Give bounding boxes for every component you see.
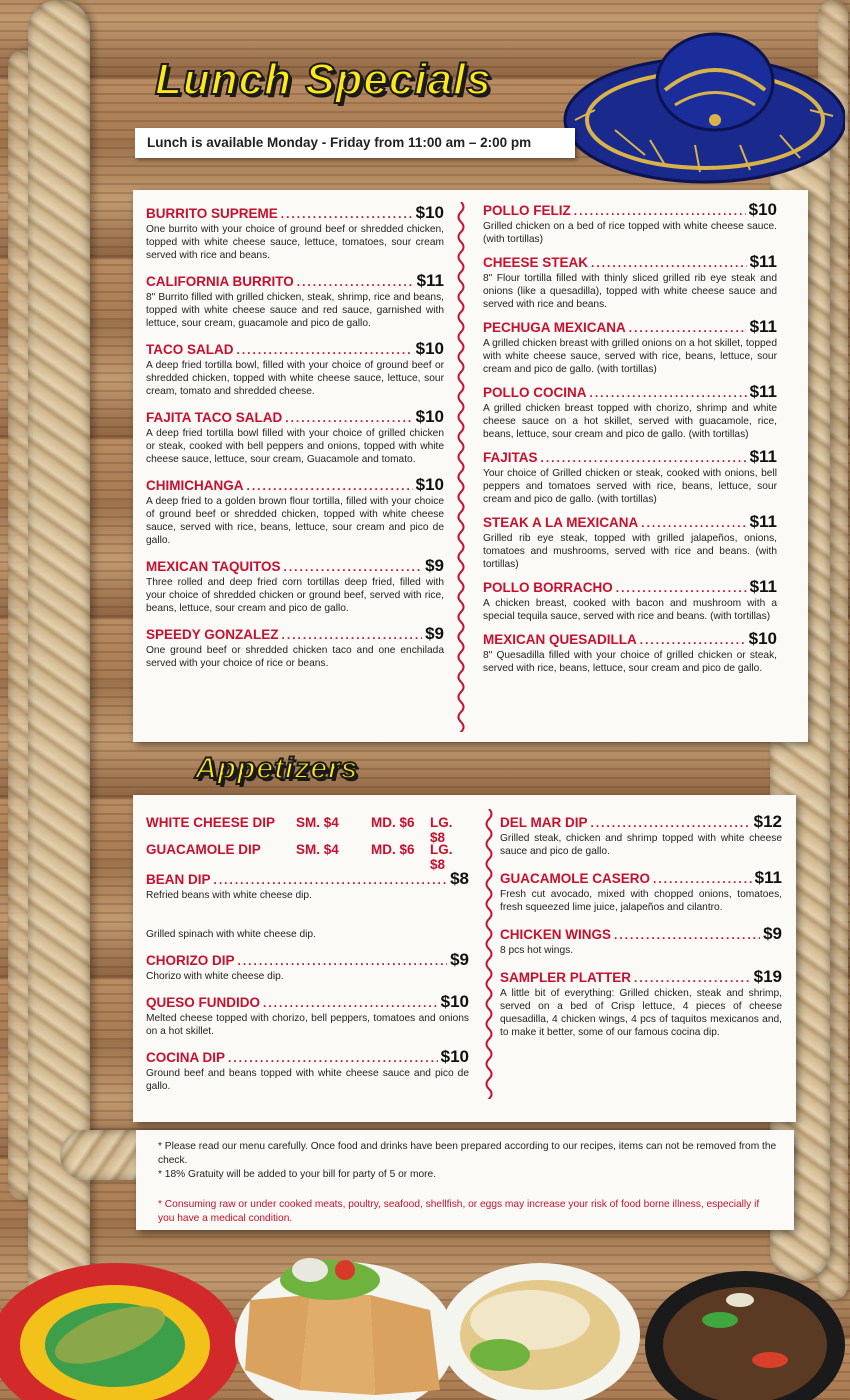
menu-item-header	[483, 200, 777, 220]
menu-item-name: CALIFORNIA BURRITO	[146, 274, 294, 289]
menu-item-name: WHITE CHEESE DIP	[146, 815, 276, 830]
dot-leader	[614, 928, 760, 942]
menu-item	[483, 447, 777, 506]
menu-item-header	[146, 992, 469, 1012]
menu-item-name: QUESO FUNDIDO	[146, 995, 261, 1010]
menu-item-price: $11	[749, 382, 777, 401]
menu-item-price: $8	[450, 869, 469, 888]
menu-item-description: Chorizo with white cheese dip.	[146, 971, 284, 982]
dot-leader	[238, 954, 448, 968]
menu-item	[483, 382, 777, 441]
menu-item-header	[146, 339, 444, 359]
menu-item-price: $11	[749, 577, 777, 596]
menu-item-price: $19	[753, 967, 782, 986]
menu-item	[146, 271, 444, 330]
sized-dip-row	[146, 842, 469, 872]
dot-leader	[247, 479, 413, 493]
column-divider	[455, 202, 467, 732]
menu-item-description: A deep fried tortilla bowl filled with your choice of grilled chicken or steak, cooked with bell peppers and onions, topped with white cheese sauce, lettuce, sour cream, Guacamole and tomato.	[146, 428, 444, 465]
lunch-availability: Lunch is available Monday - Friday from 11:00 am – 2:00 pm	[135, 128, 575, 158]
column-divider	[483, 809, 495, 1099]
dot-leader	[237, 343, 413, 357]
size-price-md: MD. $6	[371, 815, 415, 830]
food-photo	[0, 1240, 850, 1400]
menu-item-name: STEAK A LA MEXICANA	[483, 515, 639, 530]
appetizers-right-column	[500, 812, 782, 1049]
menu-item-name: DEL MAR DIP	[500, 815, 588, 830]
dot-leader	[297, 275, 414, 289]
menu-item-description: A chicken breast, cooked with bacon and mushroom with a special tequila sauce, served with rice and beans. (with tortillas)	[483, 598, 777, 622]
menu-item-header	[500, 868, 782, 888]
size-price-lg: LG. $8	[430, 842, 453, 872]
menu-item-name: CHICKEN WINGS	[500, 927, 611, 942]
menu-item-name: SPEEDY GONZALEZ	[146, 627, 279, 642]
menu-item	[146, 407, 444, 466]
menu-item-header	[483, 447, 777, 467]
lunch-specials-panel	[133, 190, 808, 742]
menu-item-description: A grilled chicken breast topped with chorizo, shrimp and white cheese sauce on a hot skillet, served with guacamole, rice, beans, lettuce, sour cream and pico de gallo. (with tortillas)	[483, 403, 777, 440]
dot-leader	[214, 873, 448, 887]
size-price-sm: SM. $4	[296, 815, 339, 830]
menu-item-price: $11	[754, 868, 782, 887]
menu-item-name: CHEESE STEAK	[483, 255, 589, 270]
menu-item-header	[500, 812, 782, 832]
menu-item	[146, 1047, 469, 1093]
lunch-specials-title: Lunch Specials	[155, 55, 492, 104]
menu-item-description: Refried beans with white cheese dip.	[146, 890, 312, 901]
dot-leader	[616, 581, 747, 595]
menu-item	[146, 339, 444, 398]
menu-item	[500, 967, 782, 1039]
menu-item-header	[146, 203, 444, 223]
menu-item-price: $11	[749, 317, 777, 336]
menu-item	[483, 252, 777, 311]
menu-item-description: One burrito with your choice of ground beef or shredded chicken, topped with white cheese sauce, lettuce, tomatoes, sour cream served with rice and beans.	[146, 224, 444, 261]
sized-dips	[146, 815, 469, 872]
dot-leader	[284, 560, 423, 574]
menu-item-price: $10	[748, 629, 777, 648]
sized-dip-row	[146, 815, 469, 845]
menu-item-header	[483, 577, 777, 597]
menu-item-header	[483, 512, 777, 532]
appetizers-panel	[133, 795, 796, 1122]
menu-item-name: SAMPLER PLATTER	[500, 970, 631, 985]
menu-item-header	[483, 252, 777, 272]
menu-item-price: $10	[415, 475, 444, 494]
menu-item-header	[500, 924, 782, 944]
menu-item	[500, 812, 782, 858]
menu-item-header	[146, 475, 444, 495]
menu-item-price: $10	[415, 339, 444, 358]
menu-item	[146, 869, 469, 902]
menu-item-header	[146, 1047, 469, 1067]
menu-item-description: Grilled spinach with white cheese dip.	[146, 929, 316, 940]
menu-item-name: MEXICAN QUESADILLA	[483, 632, 637, 647]
menu-item	[500, 868, 782, 914]
menu-item-name: TACO SALAD	[146, 342, 234, 357]
menu-item-header	[483, 317, 777, 337]
menu-item-header	[483, 629, 777, 649]
menu-item-header	[500, 967, 782, 987]
dot-leader	[591, 256, 747, 270]
dot-leader	[590, 386, 747, 400]
menu-item-description: Fresh cut avocado, mixed with chopped onions, tomatoes, fresh squeezed lime juice, jalapeños and cilantro.	[500, 889, 782, 913]
menu-item-price: $10	[440, 1047, 469, 1066]
menu-item	[483, 512, 777, 571]
menu-item-header	[146, 624, 444, 644]
menu-item-name: BEAN DIP	[146, 872, 211, 887]
menu-item	[146, 203, 444, 262]
menu-item	[483, 629, 777, 675]
menu-item-description: One ground beef or shredded chicken taco and one enchilada served with your choice of rice or beans.	[146, 645, 444, 669]
dot-leader	[653, 872, 752, 886]
menu-item-name: BURRITO SUPREME	[146, 206, 278, 221]
menu-item-price: $9	[763, 924, 782, 943]
menu-item	[146, 624, 444, 670]
dot-leader	[629, 321, 747, 335]
menu-item-description: Three rolled and deep fried corn tortillas deep fried, filled with your choice of shredded chicken or ground beef, served with rice, beans, lettuce, sour cream and pico de gallo.	[146, 577, 444, 614]
menu-item-description: 8" Flour tortilla filled with thinly sliced grilled rib eye steak and onions (like a quesadilla), topped with white cheese sauce and served with rice and beans.	[483, 273, 777, 310]
size-price-md: MD. $6	[371, 842, 415, 857]
menu-item-name: MEXICAN TAQUITOS	[146, 559, 281, 574]
dot-leader	[634, 971, 751, 985]
menu-item-description: A deep fried to a golden brown flour tortilla, filled with your choice of ground beef or shredded chicken, topped with white cheese sauce, served with rice, beans, lettuce, sour cream and pico de gallo.	[146, 496, 444, 546]
rope-decoration	[28, 0, 90, 1400]
menu-item-price: $11	[749, 252, 777, 271]
dot-leader	[640, 633, 746, 647]
menu-item-header	[146, 950, 469, 970]
menu-item	[483, 317, 777, 376]
menu-item-header	[146, 911, 469, 928]
size-price-sm: SM. $4	[296, 842, 339, 857]
menu-item	[146, 950, 469, 983]
menu-item-description: 8" Burrito filled with grilled chicken, steak, shrimp, rice and beans, topped with white cheese sauce and red sauce, garnished with lettuce, sour cream, guacamole and pico de gallo.	[146, 292, 444, 329]
menu-item-name: POLLO BORRACHO	[483, 580, 613, 595]
menu-item	[500, 924, 782, 957]
menu-item-price: $10	[440, 992, 469, 1011]
dot-leader	[641, 516, 746, 530]
menu-item-description: Ground beef and beans topped with white cheese sauce and pico de gallo.	[146, 1068, 469, 1092]
dot-leader	[541, 451, 747, 465]
dot-leader	[281, 207, 413, 221]
dot-leader	[285, 411, 412, 425]
menu-item-header	[483, 382, 777, 402]
menu-item-description: A little bit of everything: Grilled chicken, steak and shrimp, served on a bed of Crisp lettuce, 4 pieces of cheese quesadilla, 4 chicken wings, 4 pcs of taquitos mexicanos and, to make it better, some of our famous cocina dip.	[500, 988, 782, 1038]
menu-item-description: Melted cheese topped with chorizo, bell peppers, tomatoes and onions on a hot skillet.	[146, 1013, 469, 1037]
menu-item-name: COCINA DIP	[146, 1050, 226, 1065]
menu-item-price: $12	[753, 812, 782, 831]
menu-item-description: A grilled chicken breast with grilled onions on a hot skillet, topped with white cheese sauce, served with rice, beans, lettuce, sour cream and pico de gallo. (with tortillas)	[483, 338, 777, 375]
menu-item-price: $11	[749, 447, 777, 466]
menu-item-name: FAJITAS	[483, 450, 538, 465]
menu-item	[483, 577, 777, 623]
menu-item-description: Grilled rib eye steak, topped with grilled jalapeños, onions, tomatoes and mushrooms, served with rice and beans. (with tortillas)	[483, 533, 777, 570]
menu-item-name: POLLO FELIZ	[483, 203, 571, 218]
menu-item-price: $11	[416, 271, 444, 290]
menu-item-description: 8 pcs hot wings.	[500, 945, 574, 956]
note-line: * 18% Gratuity will be added to your bill for party of 5 or more.	[158, 1169, 437, 1180]
appetizers-left-list	[146, 869, 469, 1093]
dot-leader	[574, 204, 746, 218]
menu-item-description: Grilled steak, chicken and shrimp topped with white cheese sauce and pico de gallo.	[500, 833, 782, 857]
menu-item-description: A deep fried tortilla bowl, filled with your choice of ground beef or shredded chicken, topped with white cheese sauce, lettuce, sour cream, tomato and shredded cheese.	[146, 360, 444, 397]
dot-leader	[282, 628, 423, 642]
menu-item-name: PECHUGA MEXICANA	[483, 320, 626, 335]
menu-item-header	[146, 407, 444, 427]
menu-item-name: FAJITA TACO SALAD	[146, 410, 283, 425]
menu-item-header	[146, 271, 444, 291]
menu-item-description: Grilled chicken on a bed of rice topped with white cheese sauce. (with tortillas)	[483, 221, 777, 245]
note-line: * Please read our menu carefully. Once food and drinks have been prepared according to our recipes, items can not be removed from the check.	[158, 1141, 777, 1166]
menu-item	[146, 556, 444, 615]
appetizers-left-column	[146, 815, 469, 1102]
lunch-right-column	[483, 200, 777, 681]
menu-item-name: GUACAMOLE CASERO	[500, 871, 651, 886]
menu-item-price: $10	[415, 407, 444, 426]
menu-item-price: $11	[749, 512, 777, 531]
health-warning: * Consuming raw or under cooked meats, poultry, seafood, shellfish, or eggs may increase your risk of food borne illness, especially if you have a medical condition.	[158, 1199, 760, 1224]
sombrero-hat-icon	[555, 20, 845, 195]
size-price-lg: LG. $8	[430, 815, 453, 845]
menu-item-name: GUACAMOLE DIP	[146, 842, 261, 857]
menu-item-name: CHIMICHANGA	[146, 478, 244, 493]
menu-item-header	[146, 556, 444, 576]
menu-item-header	[146, 869, 469, 889]
menu-item	[146, 992, 469, 1038]
menu-item-name: CHORIZO DIP	[146, 953, 235, 968]
dot-leader	[591, 816, 751, 830]
dot-leader	[228, 1051, 438, 1065]
menu-item	[146, 475, 444, 547]
menu-item	[146, 911, 469, 941]
menu-item-description: Your choice of Grilled chicken or steak, cooked with onions, bell peppers and tomatoes served with rice, beans, lettuce, sour cream and pico de gallo. (with tortillas)	[483, 468, 777, 505]
notes-panel	[136, 1130, 794, 1230]
menu-item	[483, 200, 777, 246]
menu-item-price: $9	[425, 624, 444, 643]
menu-item-name: POLLO COCINA	[483, 385, 587, 400]
dot-leader	[263, 996, 438, 1010]
menu-item-price: $9	[450, 950, 469, 969]
menu-item-price: $10	[748, 200, 777, 219]
menu-item-price: $9	[425, 556, 444, 575]
appetizers-title: Appetizers	[195, 752, 359, 785]
menu-item-description: 8" Quesadilla filled with your choice of grilled chicken or steak, served with rice, beans, lettuce, sour cream and pico de gallo.	[483, 650, 777, 674]
menu-item-price: $10	[415, 203, 444, 222]
lunch-left-column	[146, 203, 444, 679]
